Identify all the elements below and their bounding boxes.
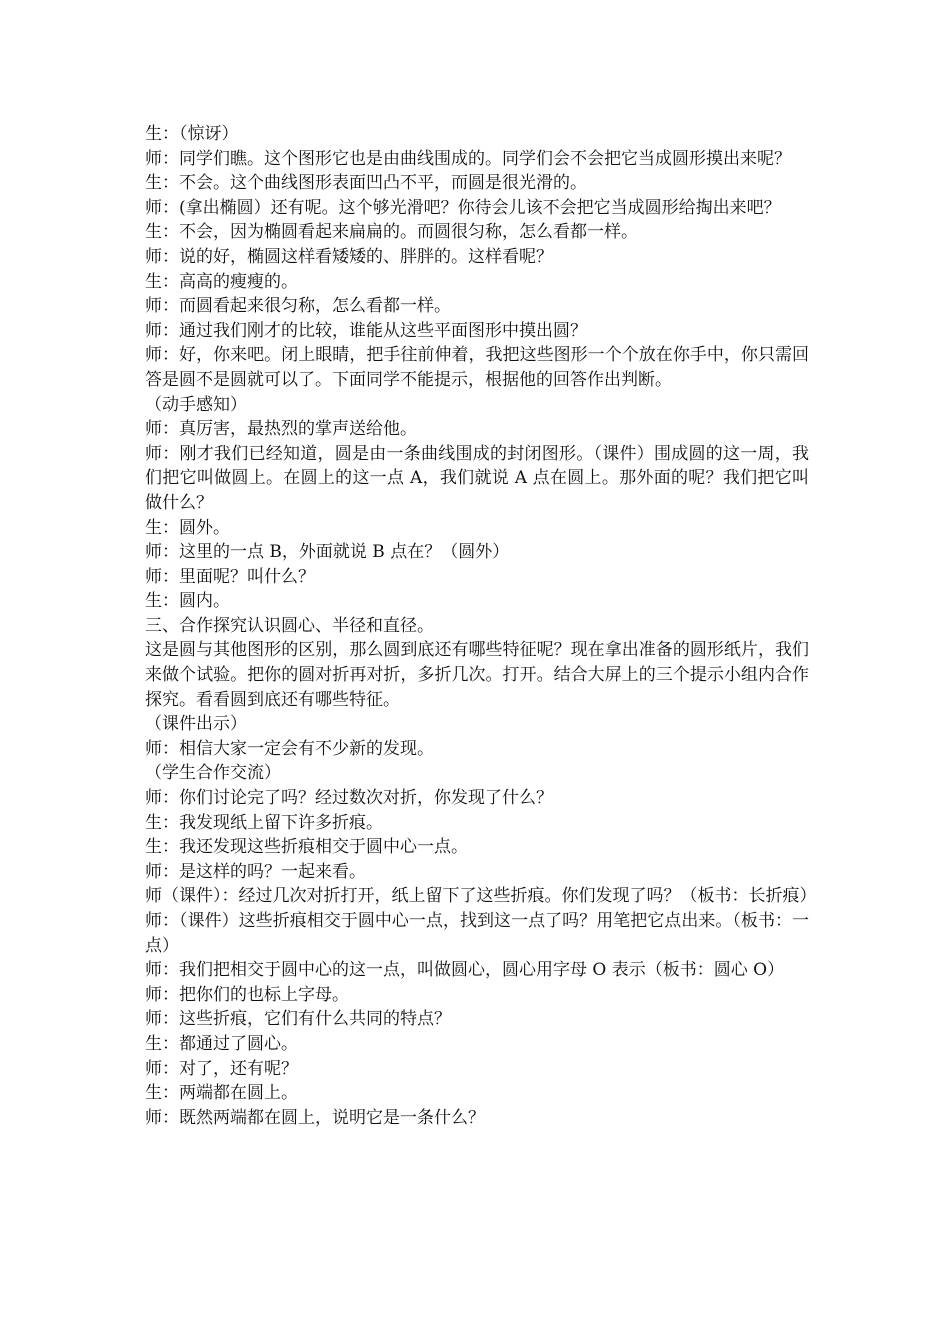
text-line: 师：（课件）这些折痕相交于圆中心一点，找到这一点了吗？用笔把它点出来。（板书：一点）: [145, 911, 809, 956]
text-line: 师：相信大家一定会有不少新的发现。: [145, 738, 434, 759]
text-line: 师：既然两端都在圆上，说明它是一条什么？: [145, 1107, 485, 1128]
text-line: 生：圆内。: [145, 591, 230, 612]
text-line: （动手感知）: [145, 394, 247, 415]
text-line: 生：高高的瘦瘦的。: [145, 271, 298, 292]
text-line: 师：真厉害，最热烈的掌声送给他。: [145, 419, 417, 440]
text-line: 生：两端都在圆上。: [145, 1083, 298, 1104]
text-line: 师：我们把相交于圆中心的这一点，叫做圆心，圆心用字母 O 表示（板书：圆心 O）: [145, 960, 785, 981]
text-line: 师：刚才我们已经知道，圆是由一条曲线围成的封闭图形。（课件）围成圆的这一周，我们把它叫做圆上。在圆上的这一点 A，我们就说 A 点在圆上。那外面的呢？我们把它叫做什么？: [145, 443, 809, 513]
text-line: 师：通过我们刚才的比较，谁能从这些平面图形中摸出圆？: [145, 320, 587, 341]
document-body: [145, 122, 817, 1130]
text-line: 师：把你们的也标上字母。: [145, 984, 349, 1005]
section-heading: 三、合作探究认识圆心、半径和直径。: [145, 615, 434, 636]
text-line: 师：这些折痕，它们有什么共同的特点？: [145, 1009, 451, 1030]
text-line: 师：好，你来吧。闭上眼睛，把手往前伸着，我把这些图形一个个放在你手中，你只需回答是圆不是圆就可以了。下面同学不能提示，根据他的回答作出判断。: [145, 345, 809, 390]
text-line: 生：都通过了圆心。: [145, 1033, 298, 1054]
text-line: 生：我发现纸上留下许多折痕。: [145, 812, 383, 833]
text-line: 师：而圆看起来很匀称，怎么看都一样。: [145, 296, 451, 317]
text-line: （课件出示）: [145, 714, 247, 735]
text-line: 这是圆与其他图形的区别，那么圆到底还有哪些特征呢？现在拿出准备的圆形纸片，我们来做个试验。把你的圆对折再对折，多折几次。打开。结合大屏上的三个提示小组内合作探究。看看圆到底还有哪些特征。: [145, 640, 809, 710]
text-line: 师：说的好，椭圆这样看矮矮的、胖胖的。这样看呢？: [145, 246, 553, 267]
text-line: 师：里面呢？叫什么？: [145, 566, 315, 587]
text-line: 师：你们讨论完了吗？经过数次对折，你发现了什么？: [145, 788, 553, 809]
text-line: 生：（惊讶）: [145, 124, 239, 144]
text-line: 师：(拿出椭圆）还有呢。这个够光滑吧？你待会儿该不会把它当成圆形给掏出来吧？: [145, 197, 781, 218]
text-line: 生：圆外。: [145, 517, 230, 538]
text-line: 师：同学们瞧。这个图形它也是由曲线围成的。同学们会不会把它当成圆形摸出来呢？: [145, 148, 791, 169]
text-line: 师（课件）：经过几次对折打开，纸上留下了这些折痕。你们发现了吗？（板书：长折痕）: [145, 886, 817, 907]
text-line: 师：是这样的吗？一起来看。: [145, 861, 366, 882]
text-line: 生：不会。这个曲线图形表面凹凸不平，而圆是很光滑的。: [145, 173, 587, 194]
text-line: 师：这里的一点 B，外面就说 B 点在？（圆外）: [145, 542, 510, 563]
text-line: 生：我还发现这些折痕相交于圆中心一点。: [145, 837, 468, 858]
text-line: （学生合作交流）: [145, 763, 281, 784]
text-line: 师：对了，还有呢？: [145, 1058, 298, 1079]
text-line: 生：不会，因为椭圆看起来扁扁的。而圆很匀称，怎么看都一样。: [145, 222, 638, 243]
